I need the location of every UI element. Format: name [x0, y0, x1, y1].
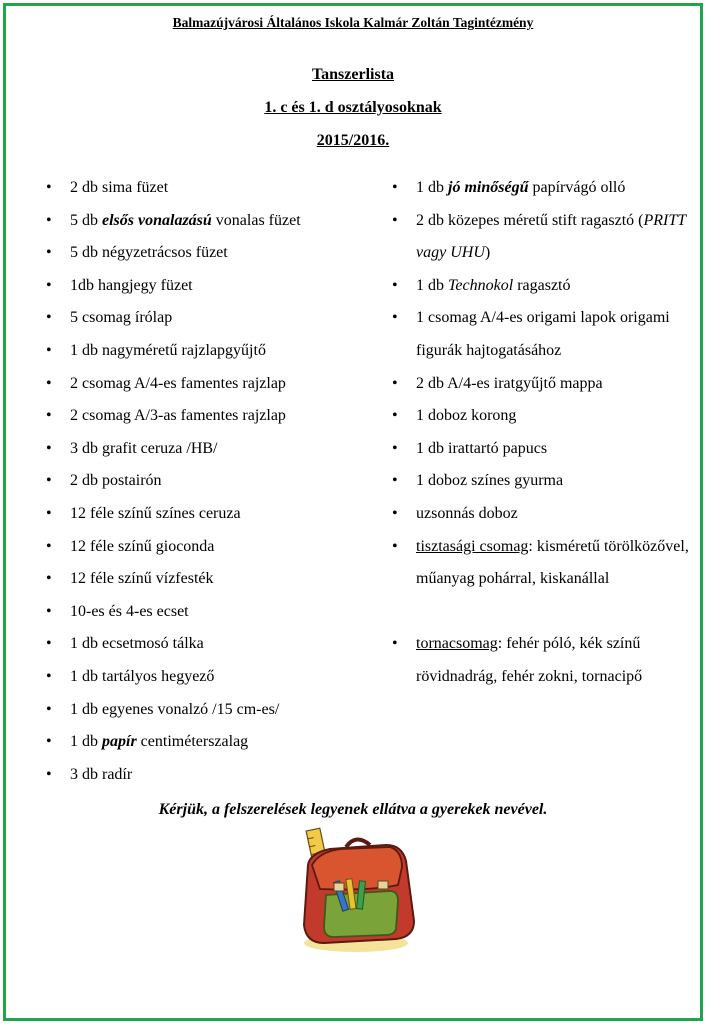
list-item: • 2 csomag A/4-es famentes rajzlap	[44, 368, 374, 401]
list-title: Tanszerlista	[311, 66, 395, 83]
list-item: • 1db hangjegy füzet	[44, 270, 374, 303]
list-item: • 12 féle színű vízfesték	[44, 563, 374, 596]
list-item: • 3 db grafit ceruza /HB/	[44, 433, 374, 466]
list-item: • 5 db négyzetrácsos füzet	[44, 237, 374, 270]
list-item: • 2 csomag A/3-as famentes rajzlap	[44, 400, 374, 433]
list-item: • tornacsomag: fehér póló, kék színű rövidnadrág, fehér zokni, tornacipő	[390, 628, 690, 693]
list-item: • 1 db irattartó papucs	[390, 433, 690, 466]
list-item: • 1 db ecsetmosó tálka	[44, 628, 374, 661]
list-item: • 2 db A/4-es iratgyűjtő mappa	[390, 368, 690, 401]
list-item: • 3 db radír	[44, 759, 374, 792]
list-item: • 5 csomag írólap	[44, 302, 374, 335]
backpack-illustration	[290, 825, 425, 955]
labeling-note: Kérjük, a felszerelések legyenek ellátva a gyerekek nevével.	[158, 801, 548, 818]
list-item: • 1 doboz korong	[390, 400, 690, 433]
list-item: • 1 db nagyméretű rajzlapgyűjtő	[44, 335, 374, 368]
list-item: • 1 db papír centiméterszalag	[44, 726, 374, 759]
list-item: • 1 db Technokol ragasztó	[390, 270, 690, 303]
list-item: • 1 doboz színes gyurma	[390, 465, 690, 498]
list-item: • 1 db egyenes vonalzó /15 cm-es/	[44, 694, 374, 727]
list-item: • 10-es és 4-es ecset	[44, 596, 374, 629]
list-item: • 1 db tartályos hegyező	[44, 661, 374, 694]
list-item: • 5 db elsős vonalazású vonalas füzet	[44, 205, 374, 238]
school-year: 2015/2016.	[316, 132, 390, 149]
list-item: • 12 féle színű színes ceruza	[44, 498, 374, 531]
school-name: Balmazújvárosi Általános Iskola Kalmár Zoltán Tagintézmény	[172, 15, 534, 30]
list-item: • 1 db jó minőségű papírvágó olló	[390, 172, 690, 205]
class-subtitle: 1. c és 1. d osztályosoknak	[264, 99, 442, 116]
list-item: • 2 db postairón	[44, 465, 374, 498]
supply-list-left	[44, 172, 374, 791]
list-item: • 1 csomag A/4-es origami lapok origami figurák hajtogatásához	[390, 302, 690, 367]
list-item: • 2 db sima füzet	[44, 172, 374, 205]
list-item: • tisztasági csomag: kisméretű törölközővel, műanyag pohárral, kiskanállal	[390, 531, 690, 629]
list-item: • 12 féle színű gioconda	[44, 531, 374, 564]
list-item: • 2 db közepes méretű stift ragasztó (PRITT vagy UHU)	[390, 205, 690, 270]
list-item: • uzsonnás doboz	[390, 498, 690, 531]
supply-list-right	[390, 172, 690, 694]
